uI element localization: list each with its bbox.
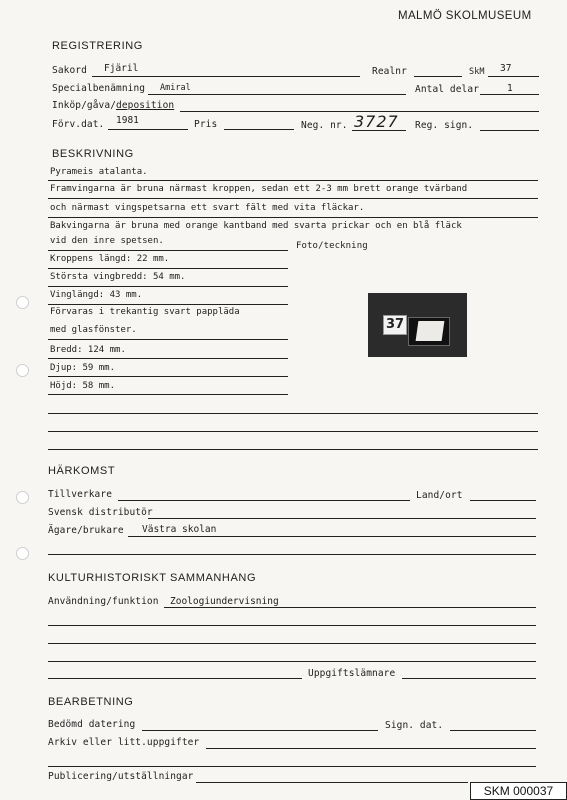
description-line: och närmast vingspetsarna ett svart fält med vita fläckar. (50, 203, 365, 213)
description-line: Framvingarna är bruna närmast kroppen, sedan ett 2-3 mm brett orange tvärband (50, 184, 468, 194)
sakord-line (92, 76, 360, 77)
measurement-rule (48, 339, 288, 340)
measurement-rule (48, 268, 288, 269)
inkop-label: Inköp/gåva/ (52, 100, 117, 111)
specialbenamning-line (148, 94, 406, 95)
blank-rule (48, 431, 538, 432)
pris-line (224, 129, 294, 130)
uppgiftslamnare-label: Uppgiftslämnare (308, 668, 396, 679)
realnr-line (414, 76, 462, 77)
section-title-kultur: KULTURHISTORISKT SAMMANHANG (48, 572, 257, 584)
measurement-line: med glasfönster. (50, 325, 137, 335)
antal-delar-value: 1 (507, 83, 513, 94)
skm-label: SkM (469, 67, 485, 77)
blank-rule (48, 554, 536, 555)
description-line: vid den inre spetsen. (50, 236, 164, 246)
skm-line (488, 76, 539, 77)
sign-dat-label: Sign. dat. (385, 720, 444, 731)
agare-label: Ägare/brukare (48, 525, 124, 536)
forv-dat-value: 1981 (116, 115, 139, 126)
description-rule (48, 198, 538, 199)
description-line: Pyrameis atalanta. (50, 167, 148, 177)
specialbenamning-value: Amiral (160, 83, 191, 93)
blank-rule (48, 449, 538, 450)
catalog-id-label: SKM 000037 (470, 782, 567, 800)
specialbenamning-label: Specialbenämning (52, 83, 146, 94)
land-ort-line (470, 500, 536, 501)
reg-sign-line (480, 130, 539, 131)
anvandning-label: Användning/funktion (48, 596, 159, 607)
punch-hole (16, 491, 29, 504)
measurement-line: Förvaras i trekantig svart pappläda (50, 307, 240, 317)
foto-label: Foto/teckning (296, 241, 368, 251)
antal-delar-line (480, 94, 539, 95)
photo-number-tag: 37 (383, 315, 407, 335)
uppgiftslamnare-line (402, 678, 536, 679)
sign-dat-line (450, 730, 536, 731)
blank-rule (48, 413, 538, 414)
realnr-label: Realnr (372, 66, 407, 77)
sakord-label: Sakord (52, 65, 87, 76)
measurement-line: Bredd: 124 mm. (50, 345, 126, 355)
measurement-rule (48, 394, 288, 395)
description-rule (48, 180, 538, 181)
measurement-line: Kroppens längd: 22 mm. (50, 254, 170, 264)
neg-nr-label: Neg. nr. (301, 120, 348, 131)
measurement-rule (48, 286, 288, 287)
neg-nr-line (352, 130, 406, 131)
measurement-rule (48, 358, 288, 359)
punch-hole (16, 547, 29, 560)
blank-rule (48, 661, 536, 662)
datering-label: Bedömd datering (48, 719, 136, 730)
forv-dat-label: Förv.dat. (52, 119, 105, 130)
agare-line (128, 536, 536, 537)
measurement-line: Djup: 59 mm. (50, 363, 116, 373)
section-title-beskrivning: BESKRIVNING (52, 148, 134, 160)
measurement-line: Vinglängd: 43 mm. (50, 290, 143, 300)
blank-rule (48, 678, 302, 679)
skm-value: 37 (500, 63, 512, 74)
inkop-row (52, 100, 174, 111)
reg-sign-label: Reg. sign. (415, 120, 474, 131)
tillverkare-line (118, 500, 410, 501)
arkiv-line (206, 748, 536, 749)
blank-rule (48, 643, 536, 644)
distributor-line (148, 518, 536, 519)
publicering-line (196, 782, 468, 783)
museum-name: MALMÖ SKOLMUSEUM (398, 10, 532, 22)
anvandning-value: Zoologiundervisning (170, 596, 279, 607)
description-rule (48, 217, 538, 218)
neg-nr-value: 3727 (354, 112, 399, 131)
agare-value: Västra skolan (142, 524, 217, 535)
display-box (408, 317, 450, 346)
section-title-bearbetning: BEARBETNING (48, 696, 134, 708)
distributor-label: Svensk distributör (48, 507, 153, 518)
glass-window (416, 321, 445, 341)
measurement-rule (48, 376, 288, 377)
anvandning-line (164, 607, 536, 608)
land-ort-label: Land/ort (416, 490, 463, 501)
inkop-value: deposition (116, 100, 175, 111)
blank-rule (48, 766, 536, 767)
forv-dat-line (108, 129, 188, 130)
measurement-line: Största vingbredd: 54 mm. (50, 272, 186, 282)
publicering-label: Publicering/utställningar (48, 771, 194, 782)
object-photo (368, 293, 467, 357)
section-title-harkomst: HÄRKOMST (48, 465, 116, 477)
antal-delar-label: Antal delar (415, 84, 480, 95)
datering-line (142, 730, 378, 731)
section-title-registrering: REGISTRERING (52, 40, 143, 52)
tillverkare-label: Tillverkare (48, 489, 113, 500)
pris-label: Pris (194, 119, 218, 130)
description-rule (48, 250, 288, 251)
punch-hole (16, 364, 29, 377)
punch-hole (16, 296, 29, 309)
measurement-line: Höjd: 58 mm. (50, 381, 116, 391)
arkiv-label: Arkiv eller litt.uppgifter (48, 737, 200, 748)
blank-rule (48, 625, 536, 626)
description-line: Bakvingarna är bruna med orange kantband med svarta prickar och en blå fläck (50, 221, 462, 231)
sakord-value: Fjäril (104, 63, 139, 74)
measurement-rule (48, 304, 288, 305)
